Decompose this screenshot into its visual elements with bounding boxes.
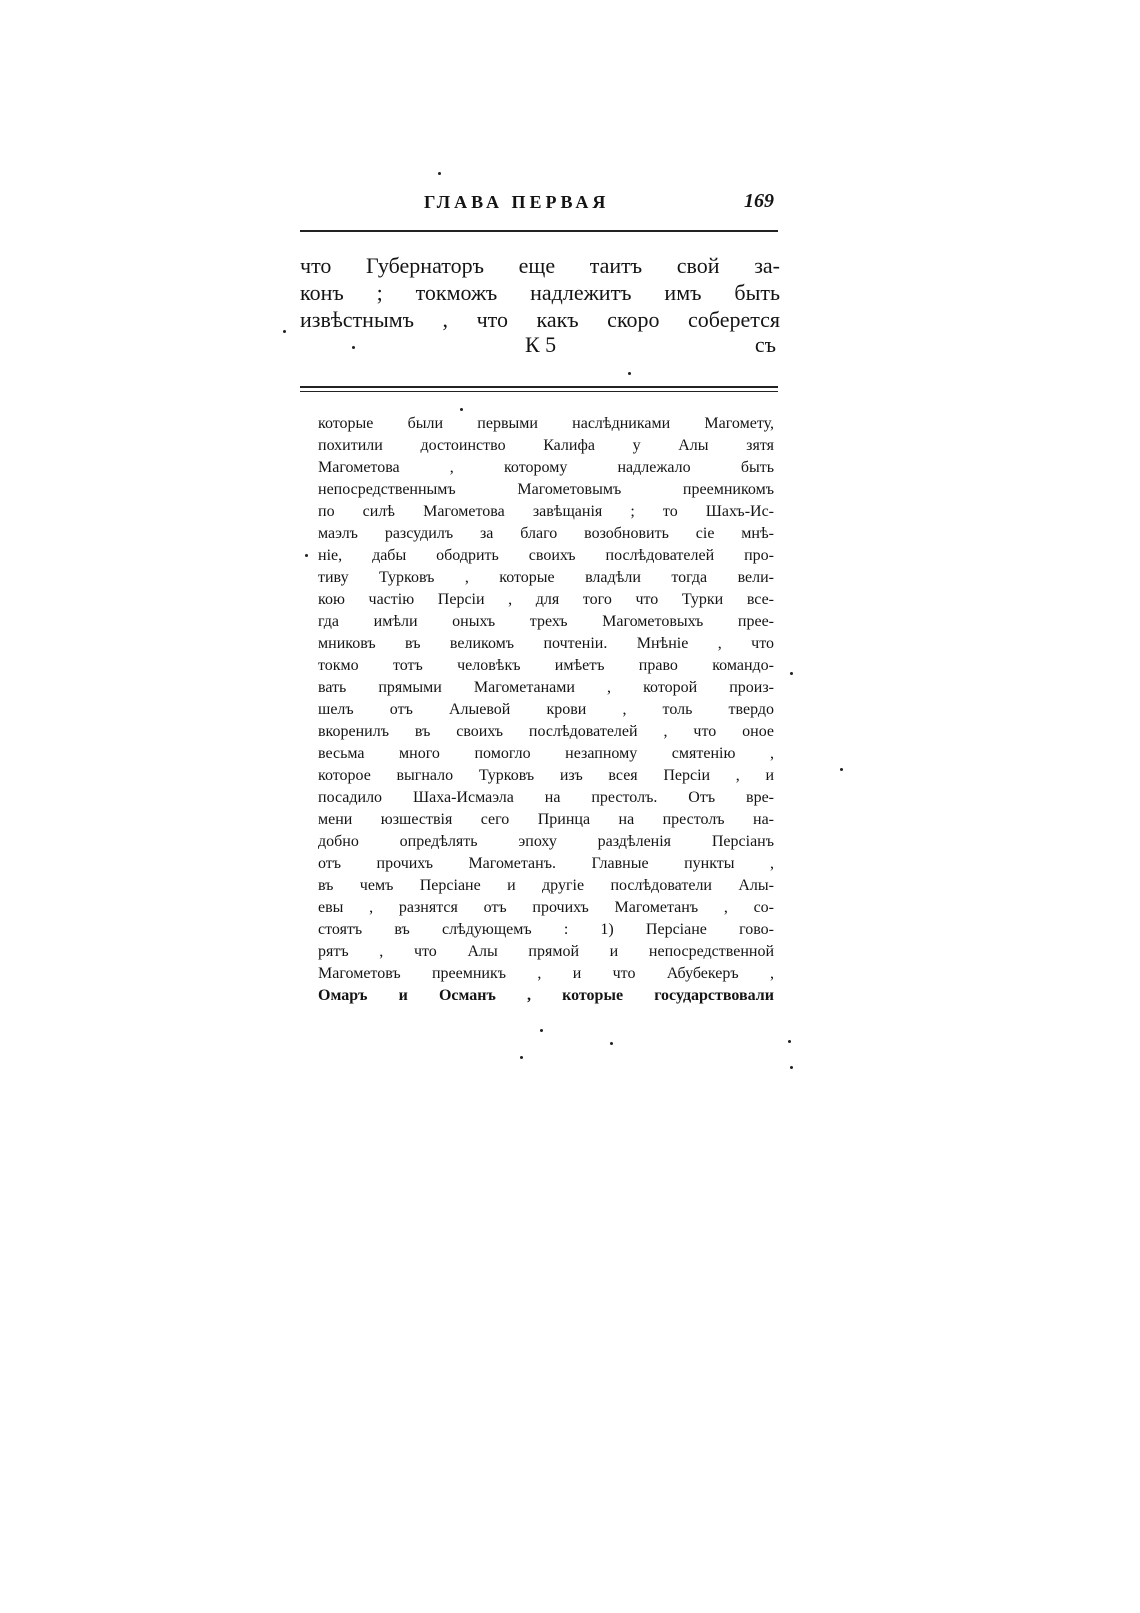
body-text-line: токмо тотъ человѣкъ имѣетъ право командо-	[318, 657, 774, 674]
body-text-line: тиву Турковъ , которые владѣли тогда вели-	[318, 569, 774, 586]
signature-mark: К 5	[525, 332, 557, 357]
page-number: 169	[744, 190, 774, 212]
body-text-line: мени юзшествія сего Принца на престолъ на-	[318, 811, 774, 828]
body-text-line: рятъ , что Алы прямой и непосредственной	[318, 943, 774, 960]
body-text-line: стоятъ въ слѣдующемъ : 1) Персіане гово-	[318, 921, 774, 938]
body-text-line: отъ прочихъ Магометанъ. Главные пункты ,	[318, 855, 774, 872]
scan-speck	[352, 346, 355, 349]
body-text-line: маэлъ разсудилъ за благо возобновить сіе мнѣ-	[318, 525, 774, 542]
body-text-line: Магометовъ преемникъ , и что Абубекеръ ,	[318, 965, 774, 982]
scan-speck	[628, 372, 631, 375]
section-rule-bottom	[300, 391, 778, 392]
page-header	[300, 188, 780, 222]
upper-text-line: конъ ; токможъ надлежитъ имъ быть	[300, 280, 780, 305]
body-text-line: которое выгнало Турковъ изъ всея Персіи , и	[318, 767, 774, 784]
body-text-line: мниковъ въ великомъ почтеніи. Мнѣніе , что	[318, 635, 774, 652]
body-text-block	[318, 413, 774, 1007]
scan-speck	[460, 408, 463, 411]
scan-speck	[840, 768, 843, 771]
scan-speck	[520, 1056, 523, 1059]
upper-text-line: что Губернаторъ еще таитъ свой за-	[300, 253, 780, 278]
body-text-line: Магометова , которому надлежало быть	[318, 459, 774, 476]
body-text-line: по силѣ Магометова завѣщанія ; то Шахъ-Ис-	[318, 503, 774, 520]
scan-speck	[540, 1029, 543, 1032]
scan-speck	[283, 330, 286, 333]
body-text-line: вать прямыми Магометанами , которой произ-	[318, 679, 774, 696]
body-text-line: непосредственнымъ Магометовымъ преемникомъ	[318, 481, 774, 498]
scan-speck	[788, 1040, 791, 1043]
scan-speck	[305, 554, 308, 557]
scan-speck	[790, 1066, 793, 1069]
body-text-line: посадило Шаха-Исмаэла на престолъ. Отъ вре-	[318, 789, 774, 806]
body-text-line: ніе, дабы ободрить своихъ послѣдователей про-	[318, 547, 774, 564]
body-text-line: похитили достоинство Калифа у Алы зятя	[318, 437, 774, 454]
running-head: ГЛАВА ПЕРВАЯ	[424, 192, 610, 212]
body-text-line: Омаръ и Османъ , которые государствовали	[318, 987, 774, 1004]
scan-speck	[790, 672, 793, 675]
scan-speck	[610, 1042, 613, 1045]
body-text-line: кою частію Персіи , для того что Турки все-	[318, 591, 774, 608]
body-text-line: весьма много помогло незапному смятенію ,	[318, 745, 774, 762]
section-rule-top	[300, 386, 778, 388]
upper-text-block	[300, 252, 780, 333]
body-text-line: гда имѣли оныхъ трехъ Магометовыхъ прее-	[318, 613, 774, 630]
body-text-line: добно опредѣлять эпоху раздѣленія Персіанъ	[318, 833, 774, 850]
body-text-line: которые были первыми наслѣдниками Магомету,	[318, 415, 774, 432]
upper-text-line: извѣстнымъ , что какъ скоро соберется	[300, 307, 780, 332]
body-text-line: евы , разнятся отъ прочихъ Магометанъ , со-	[318, 899, 774, 916]
body-text-line: шелъ отъ Алыевой крови , толь твердо	[318, 701, 774, 718]
body-text-line: въ чемъ Персіане и другіе послѣдователи Алы-	[318, 877, 774, 894]
header-rule	[300, 230, 778, 232]
scan-speck	[438, 172, 441, 175]
signature-line	[300, 330, 780, 362]
body-text-line: вкоренилъ въ своихъ послѣдователей , что оное	[318, 723, 774, 740]
catchword: съ	[754, 332, 776, 357]
